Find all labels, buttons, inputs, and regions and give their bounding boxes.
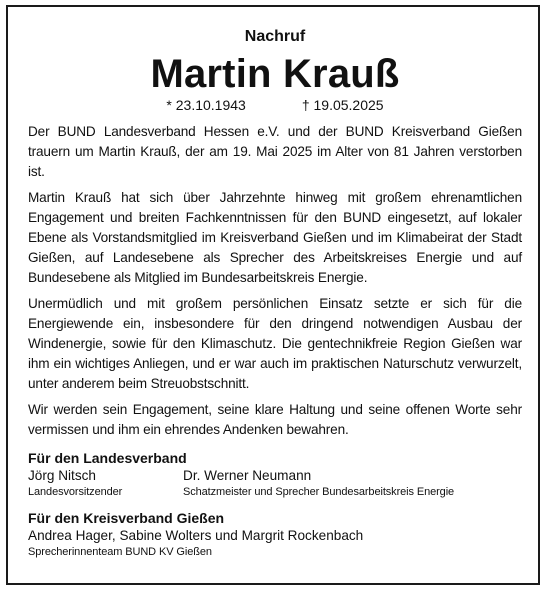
- paragraph-farewell: Wir werden sein Engagement, seine klare Haltung und seine offenen Worte sehr vermissen und ihm ein ehrendes Andenken bewahren.: [28, 402, 522, 437]
- deceased-name: Martin Krauß: [150, 52, 400, 96]
- signer-nitsch: [28, 467, 183, 500]
- death-date: † 19.05.2025: [301, 97, 384, 113]
- signer-neumann: [183, 467, 522, 500]
- signer-name: Jörg Nitsch: [28, 468, 96, 483]
- signer-role: Landesvorsitzender: [28, 486, 123, 498]
- signer-role: Schatzmeister und Sprecher Bundesarbeitskreis Energie: [183, 486, 455, 498]
- life-dates: [28, 97, 522, 113]
- obituary-content: [28, 25, 522, 560]
- kreisverband-signers: [28, 527, 522, 560]
- paragraph-announcement: Der BUND Landesverband Hessen e.V. und der BUND Kreisverband Gießen trauern um Martin Krauß, der am 19. Mai 2025 im Alter von 81 Jahren verstorben ist.: [28, 124, 522, 179]
- paragraph-energy-transition: Unermüdlich und mit großem persönlichen Einsatz setzte er sich für die Energiewende ein, insbesondere für den dringend notwendigen Ausbau der Windenergie, sowie für den Klimaschutz. Die gentechnikfreie Region Gießen war ihm ein wichtiges Anliegen, und er war auch im praktischen Naturschutz verwurzelt, unter anderem beim Streuobstschnitt.: [28, 296, 522, 391]
- obituary-label: Nachruf: [244, 28, 306, 45]
- birth-date: * 23.10.1943: [166, 97, 246, 113]
- landesverband-signers: [28, 467, 522, 500]
- signer-role: Sprecherinnenteam BUND KV Gießen: [28, 546, 212, 558]
- obituary-text: [28, 122, 522, 440]
- kreisverband-heading: Für den Kreisverband Gießen: [28, 510, 225, 526]
- signer-name: Dr. Werner Neumann: [183, 468, 312, 483]
- signer-names: Andrea Hager, Sabine Wolters und Margrit Rockenbach: [28, 528, 364, 543]
- paragraph-engagement: Martin Krauß hat sich über Jahrzehnte hinweg mit großem ehrenamtlichen Engagement und breiten Fachkenntnissen für den BUND eingesetzt, auf lokaler Ebene als Vorstandsmitglied im Kreisverband Gießen und im Klimabeirat der Stadt Gießen, auf Landesebene als Sprecher des Arbeitskreises Energie und auf Bundesebene als Mitglied im Bundesarbeitskreis Energie.: [28, 190, 522, 285]
- landesverband-heading: Für den Landesverband: [28, 450, 187, 466]
- obituary-frame: [6, 5, 540, 585]
